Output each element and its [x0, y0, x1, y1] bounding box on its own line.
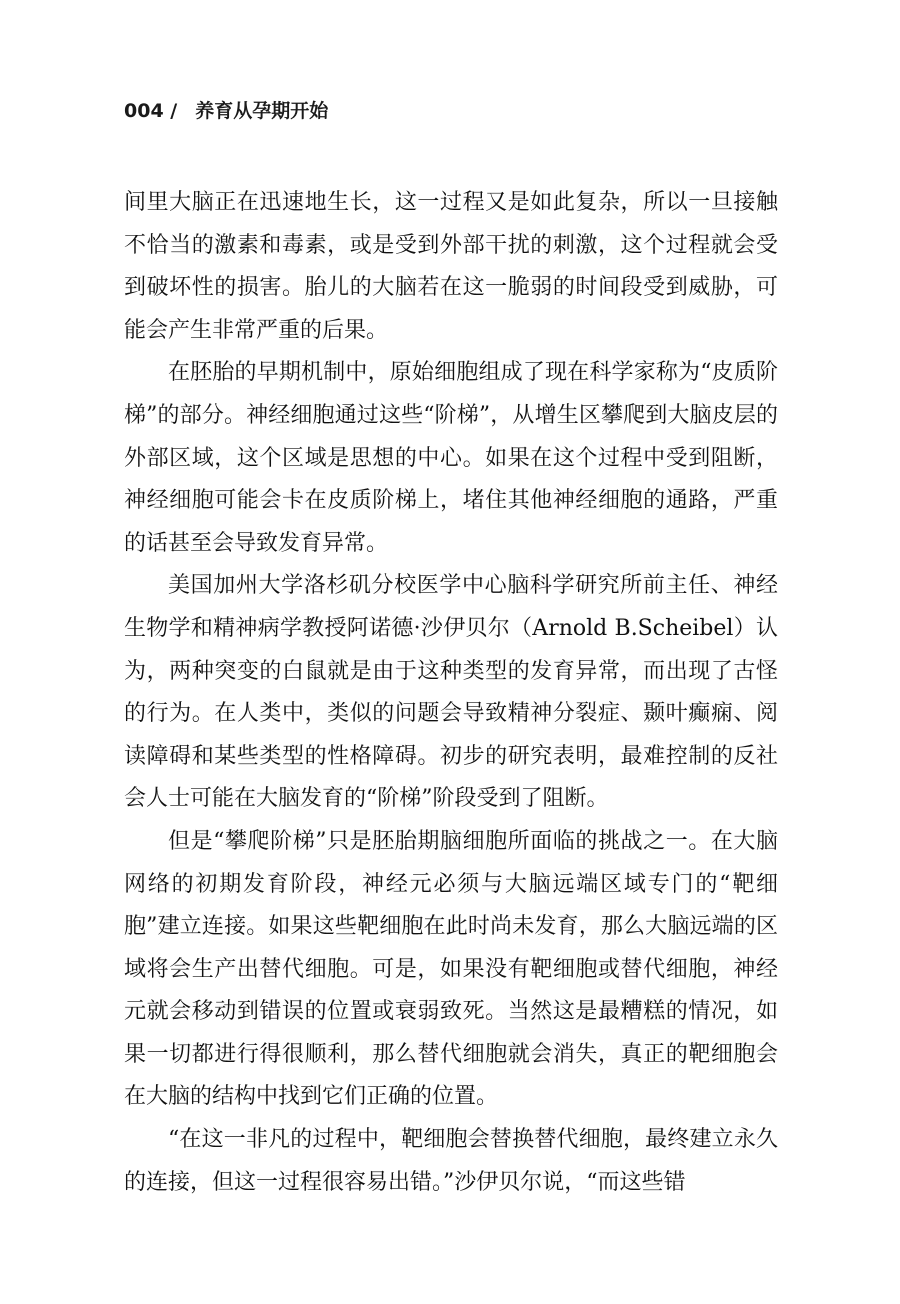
body-text [124, 182, 778, 1204]
paragraph: 但是“攀爬阶梯”只是胚胎期脑细胞所面临的挑战之一。在大脑网络的初期发育阶段，神经元必须与大脑远端区域专门的“靶细胞”建立连接。如果这些靶细胞在此时尚未发育，那么大脑远端的区域将会生产出替代细胞。可是，如果没有靶细胞或替代细胞，神经元就会移动到错误的位置或衰弱致死。当然这是最糟糕的情况，如果一切都进行得很顺利，那么替代细胞就会消失，真正的靶细胞会在大脑的结构中找到它们正确的位置。 [124, 828, 778, 1110]
paragraph: “在这一非凡的过程中，靶细胞会替换替代细胞，最终建立永久的连接，但这一过程很容易出错。”沙伊贝尔说，“而这些错 [124, 1127, 778, 1195]
page-number: 004 / [124, 100, 178, 122]
paragraph: 美国加州大学洛杉矶分校医学中心脑科学研究所前主任、神经生物学和精神病学教授阿诺德·沙伊贝尔（Arnold B.Scheibel）认为，两种突变的白鼠就是由于这种类型的发育异常，而出现了古怪的行为。在人类中，类似的问题会导致精神分裂症、颞叶癫痫、阅读障碍和某些类型的性格障碍。初步的研究表明，最难控制的反社会人士可能在大脑发育的“阶梯”阶段受到了阻断。 [124, 573, 778, 812]
book-title: 养育从孕期开始 [195, 100, 329, 122]
paragraph: 在胚胎的早期机制中，原始细胞组成了现在科学家称为“皮质阶梯”的部分。神经细胞通过这些“阶梯”，从增生区攀爬到大脑皮层的外部区域，这个区域是思想的中心。如果在这个过程中受到阻断，神经细胞可能会卡在皮质阶梯上，堵住其他神经细胞的通路，严重的话甚至会导致发育异常。 [124, 360, 778, 556]
paragraph-continued: 间里大脑正在迅速地生长，这一过程又是如此复杂，所以一旦接触不恰当的激素和毒素，或是受到外部干扰的刺激，这个过程就会受到破坏性的损害。胎儿的大脑若在这一脆弱的时间段受到威胁，可能会产生非常严重的后果。 [124, 190, 778, 343]
running-header [124, 96, 328, 123]
